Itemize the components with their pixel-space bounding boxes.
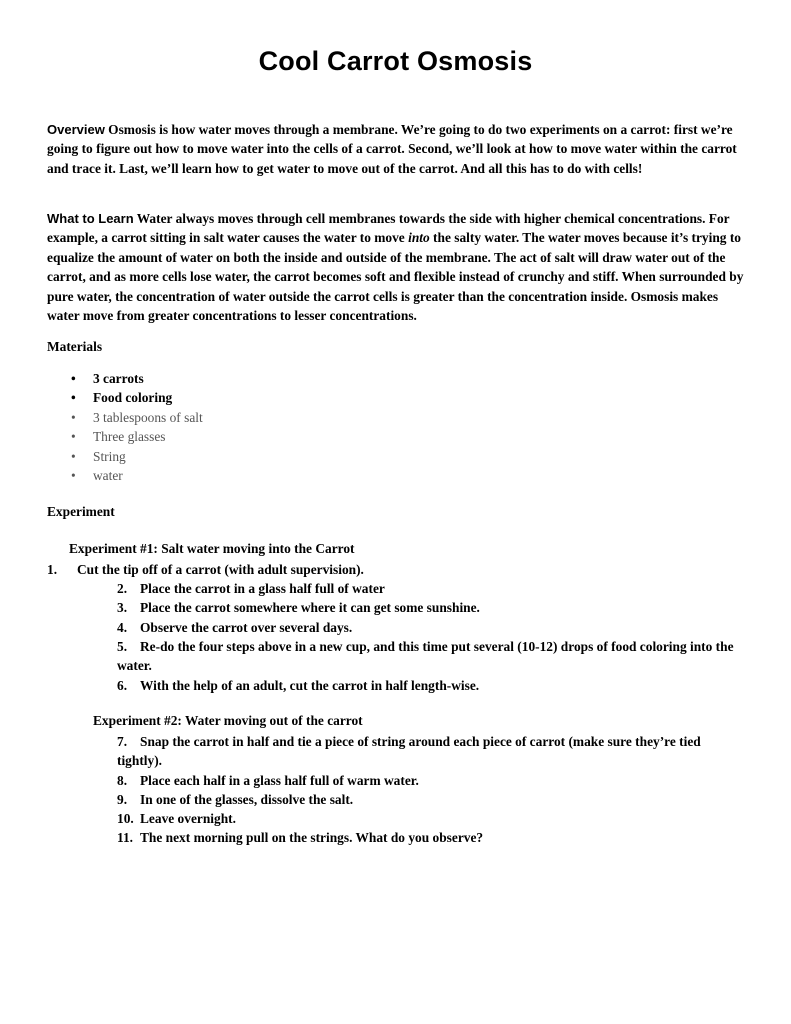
step-11: 11. The next morning pull on the strings. What do you observe?: [117, 830, 484, 845]
overview-text: Osmosis is how water moves through a membrane. We’re going to do two experiments on a carrot: first we’re going to figure out how to move water into the cells of a carrot. Second, we’ll look at how to move water within the carrot and trace it. Last, we’ll learn how to get water to move out of the carrot. And all this has to do with cells!: [47, 122, 737, 176]
step-3: 3. Place the carrot somewhere where it can get some sunshine.: [117, 600, 480, 615]
materials-list: [68, 369, 203, 485]
what-to-learn-text-after: the salty water. The water moves because it’s trying to equalize the amount of water on both the inside and outside of the membrane. The act of salt will draw water out of the carrot, and as more cells lose water, the carrot becomes soft and flexible instead of crunchy and stiff. When surrounded by pure water, the concentration of water outside the carrot cells is greater than the concentration inside. Osmosis makes water move from greater concentrations to lesser concentrations.: [47, 230, 744, 324]
step-7: 7. Snap the carrot in half and tie a piece of string around each piece of carrot (make sure they’re tied tightly).: [117, 734, 701, 769]
bullet-icon: •: [71, 409, 76, 425]
page-title: Cool Carrot Osmosis: [258, 46, 533, 76]
step-8: 8. Place each half in a glass half full of warm water.: [117, 773, 419, 788]
step-6: 6. With the help of an adult, cut the carrot in half length-wise.: [117, 678, 480, 693]
list-item: • 3 carrots: [68, 369, 203, 388]
bullet-icon: •: [71, 371, 76, 386]
step-4: 4. Observe the carrot over several days.: [117, 620, 353, 635]
step-2: 2. Place the carrot in a glass half full of water: [117, 581, 385, 596]
step-5: 5. Re-do the four steps above in a new cup, and this time put several (10-12) drops of food coloring into the water.: [117, 639, 734, 674]
experiment-2-title: Experiment #2: Water moving out of the carrot: [93, 713, 363, 728]
experiment-1-title: Experiment #1: Salt water moving into the Carrot: [69, 541, 355, 556]
bullet-icon: •: [71, 448, 76, 464]
overview-lead: Overview: [47, 122, 105, 137]
step-10: 10. Leave overnight.: [117, 811, 236, 826]
what-to-learn-emphasis: into: [408, 230, 430, 246]
bullet-icon: •: [71, 390, 76, 406]
list-item: • 3 tablespoons of salt: [68, 408, 203, 427]
overview-paragraph: [47, 120, 747, 178]
what-to-learn-paragraph: [47, 209, 747, 325]
list-item: • Food coloring: [68, 388, 203, 407]
list-item: • Three glasses: [68, 427, 203, 446]
materials-heading: Materials: [47, 339, 103, 354]
list-item: • water: [68, 466, 203, 485]
bullet-icon: •: [71, 429, 76, 445]
experiment-heading: Experiment: [47, 504, 115, 519]
what-to-learn-text-before: Water always moves through cell membranes towards the side with higher chemical concentrations. For example, a carrot sitting in salt water causes the water to move: [47, 211, 730, 246]
bullet-icon: •: [71, 467, 76, 483]
list-item: • String: [68, 447, 203, 466]
what-to-learn-lead: What to Learn: [47, 211, 134, 226]
step-1: 1. Cut the tip off of a carrot (with adult supervision).: [47, 562, 364, 577]
step-9: 9. In one of the glasses, dissolve the salt.: [117, 792, 354, 807]
